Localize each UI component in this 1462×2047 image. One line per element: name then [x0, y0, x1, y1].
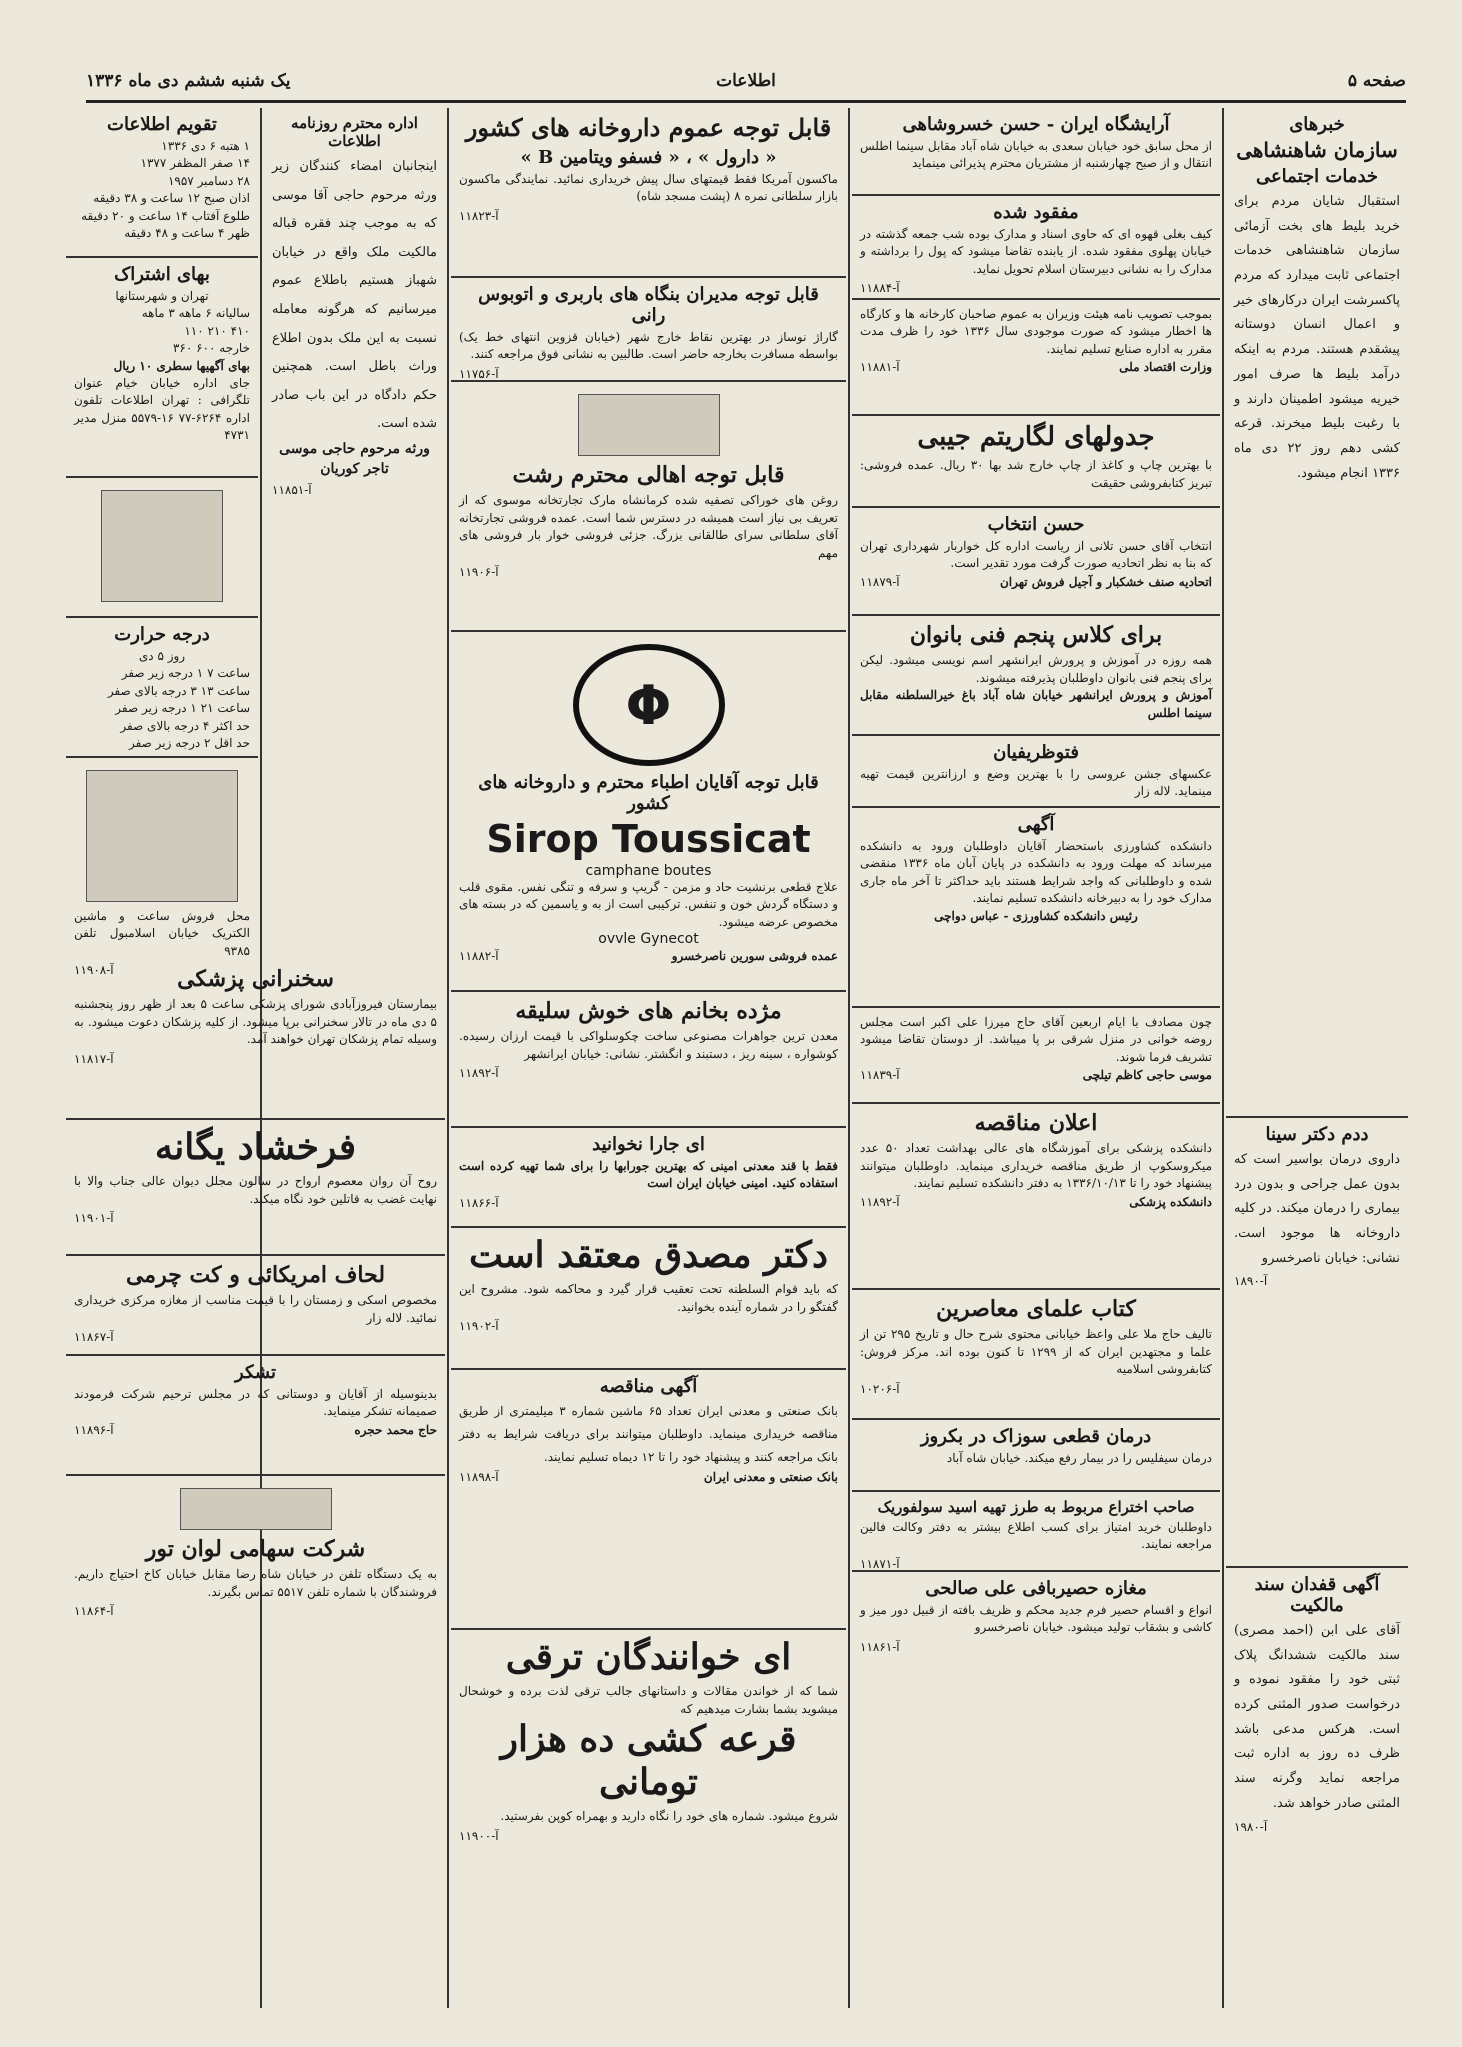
- ad-ref: آ-۱۸۹۰: [1234, 1274, 1268, 1289]
- column-info: [66, 108, 258, 978]
- ad-photo: [852, 736, 1220, 808]
- ad-ref: آ-۱۰۲۰۶: [860, 1381, 900, 1396]
- ad-ref: آ-۱۱۸۸۴: [860, 281, 900, 296]
- ad-title: درمان قطعی سوزاک در بکروز: [920, 1426, 1152, 1447]
- subscription-row: خارجه ۶۰۰ ۳۶۰: [172, 341, 250, 356]
- ad-title: حسن انتخاب: [987, 514, 1085, 535]
- temperature-box: [66, 618, 258, 758]
- ad-ref: آ-۱۱۸۷۱: [860, 1556, 900, 1571]
- temperature-line: ساعت ۷ ۱ درجه زیر صفر: [121, 666, 250, 681]
- ad-title: تشکر: [235, 1362, 276, 1383]
- ad-ref: آ-۱۱۸۹۸: [459, 1470, 499, 1485]
- ad-ref: آ-۱۱۹۰۱: [74, 1210, 114, 1225]
- subscription-box: [66, 258, 258, 478]
- ad-cure: [852, 1420, 1220, 1492]
- temperature-line: ساعت ۲۱ ۱ درجه زیر صفر: [115, 701, 250, 716]
- org-subtitle: خدمات اجتماعی: [1255, 166, 1379, 187]
- ad-socks: [451, 1128, 846, 1228]
- ad-ref: آ-۱۱۹۰۰: [459, 1828, 499, 1843]
- ad-sign: بانک صنعتی و معدنی ایران: [703, 1470, 838, 1485]
- ad-bank-tender: [451, 1370, 846, 1630]
- ad-price: بهای آگهیها سطری ۱۰ ریال: [113, 358, 250, 373]
- calendar-line: طلوع آفتاب ۱۴ ساعت و ۲۰ دقیقه: [81, 208, 250, 223]
- ad-body: بیمارستان فیروزآبادی شورای پزشکی ساعت ۵ بعد از ظهر روز پنجشنبه ۵ دی ماه در تالار سخنرانی برپا میشود. از کلیه پزشکان دعوت میشود. به وسیله تمام پزشکان تهران خواهند آمد.: [74, 997, 437, 1047]
- news-block: [1226, 108, 1408, 1118]
- emblem-box: [66, 478, 258, 618]
- ad-mosaddegh: [451, 1228, 846, 1370]
- calendar-title: تقویم اطلاعات: [107, 114, 217, 135]
- office-address: جای اداره خیابان خیام عنوان تلگرافی : تهران اطلاعات تلفون اداره ۶۲۶۴-۷۷ ۱۶-۵۵۷۹ منزل مدیر ۴۷۳۱: [74, 375, 250, 443]
- oil-brand-image: [578, 394, 720, 456]
- calendar-line: ۱۴ صفر المظفر ۱۳۷۷: [140, 156, 250, 171]
- ad-quilt: [66, 1256, 445, 1356]
- ad-body: همه روزه در آموزش و پرورش ایرانشهر اسم نویسی میشود. لیکن برای پنجم فنی بانوان داوطلبان پذیرفته میشوند.: [860, 653, 1212, 685]
- ad-body: کیف بغلی قهوه ای که حاوی اسناد و مدارک بوده شب جمعه گذشته در خیابان پهلوی مفقود شده. از یابنده تقاضا میشود که پول را برداشته و مدارک را به نشانی دبیرستان اسلام تحویل نماید.: [860, 227, 1212, 276]
- ad-book: [852, 1290, 1220, 1420]
- column-ads-3: [451, 108, 846, 2008]
- ad-barber: [852, 108, 1220, 196]
- ad-ref: آ-۱۱۹۰۸: [74, 963, 114, 978]
- ad-body: دانشکده پزشکی برای آموزشگاه های عالی بهداشت تعداد ۵۰ عدد میکروسکوپ از طریق مناقصه خریداری مینماید. داوطلبان میتوانند پیشنهاد خود را تا ۱۳۳۶/۱۰/۱۳ به دفتر دانشکده تسلیم نمایند.: [860, 1141, 1212, 1191]
- temperature-line: حد اقل ۲ درجه زیر صفر: [128, 735, 250, 750]
- ad-title: قابل توجه اهالی محترم رشت: [512, 462, 785, 488]
- ad-ref: آ-۱۱۸۹۲: [860, 1194, 900, 1209]
- ad-ref: آ-۱۱۹۰۲: [459, 1318, 499, 1333]
- ad-good-choice: [852, 508, 1220, 616]
- ad-agriculture: [852, 808, 1220, 1008]
- ad-ref: آ-۱۱۸۵۱: [272, 482, 312, 497]
- ad-body: از محل سابق خود خیابان سعدی به خیابان شاه آباد مقابل سینما اطلس انتقال و از صبح چهارشنبه از مشتریان محترم پذیرائی مینماید: [860, 139, 1212, 171]
- product-sub: camphane boutes: [585, 863, 712, 879]
- ad-lovantour: [66, 1476, 445, 1676]
- ad-body: تالیف حاج ملا علی واعظ خیابانی محتوی شرح حال و تاریخ ۲۹۵ تن از علما و مجتهدین ایران که از ۱۲۹۹ تا کنون بوده اند. مرکز فروش: کتابفروشی اسلامیه: [860, 1327, 1213, 1377]
- ad-sign: آموزش و پرورش ایرانشهر خیابان شاه آباد باغ خیرالسلطنه مقابل سینما اطلس: [860, 688, 1212, 720]
- page-header: [86, 62, 1406, 103]
- ad-body: بدینوسیله از آقایان و دوستانی که در مجلس ترحیم شرکت فرمودند صمیمانه تشکر مینماید.: [74, 1387, 437, 1419]
- ad-sign: رئیس دانشکده کشاورزی - عباس دواچی: [934, 908, 1138, 923]
- ad-title: ای خوانندگان ترقی: [505, 1636, 792, 1678]
- ad-women-class: [852, 616, 1220, 736]
- ad-title-2: قرعه کشی ده هزار تومانی: [500, 1717, 797, 1804]
- ad-body: علاج قطعی برنشیت حاد و مزمن - گریپ و سرفه و تنگی نفس. مقوی قلب و دستگاه گردش خون و تنفس. ترکیبی است از به و یاسمین که در بسته های مخصوص عرضه میشود.: [459, 880, 838, 929]
- ad-body: آقای علی ابن (احمد مصری) سند مالکیت ششدانگ پلاک ثبتی خود را مفقود نموده و درخواست صدور المثنی کرده است. هرکس مدعی باشد ظرف ده روز به اداره ثبت مراجعه نماید وگرنه سند المثنی صادر خواهد شد.: [1234, 1623, 1400, 1811]
- column-news: [1226, 108, 1408, 2008]
- subscription-row: سالیانه ۶ ماهه ۳ ماهه: [141, 306, 250, 321]
- ad-title: اداره محترم روزنامه اطلاعات: [291, 114, 418, 150]
- org-title: سازمان شاهنشاهی: [1236, 138, 1398, 162]
- ad-mats: [852, 1572, 1220, 1698]
- column-ads-4: [264, 108, 445, 958]
- ad-taraghi: [451, 1630, 846, 1870]
- ad-patent: [852, 1492, 1220, 1572]
- ad-ref: آ-۱۱۸۶۴: [74, 1604, 114, 1619]
- ad-sirop: [451, 632, 846, 992]
- ad-body: فقط با قند معدنی امینی که بهترین جورابها را برای شما تهیه کرده است استفاده کنید. امینی خیابان ایران است: [459, 1159, 838, 1191]
- ad-title: مفقود شده: [993, 202, 1079, 223]
- pharmacy-logo-icon: Φ: [573, 644, 725, 766]
- ad-ref: آ-۱۱۹۰۶: [459, 564, 499, 579]
- section-title: خبرهای: [1289, 114, 1345, 135]
- ad-title: فتوظریفیان: [993, 742, 1079, 763]
- ad-body: انتخاب آقای حسن تلانی از ریاست اداره کل خواربار شهرداری تهران که بنا به نظر اتحادیه صورت گرفت مورد تقدیر است.: [860, 539, 1212, 571]
- ad-title: دکتر مصدق معتقد است: [469, 1234, 828, 1276]
- ad-ref: آ-۱۱۸۸۱: [860, 360, 900, 375]
- ad-body: دانشکده کشاورزی باستحضار آقایان داوطلبان ورود به دانشکده میرساند که مهلت ورود به دانشکده در پایان آبان ماه ۱۳۳۶ منقضی شده و داوطلبانی که واجد شرایط هستند باید حداکثر تا آخر ماه جاری مدارک خود را به دبیرخانه دانشکده تسلیم نمایند.: [860, 839, 1213, 906]
- ad-body: مخصوص اسکی و زمستان را با قیمت مناسب از مغازه مرکزی خریداری نمائید. لاله زار: [74, 1293, 437, 1325]
- ad-title: آگهی قفدان سند مالکیت: [1254, 1574, 1380, 1616]
- ad-body: معدن ترین جواهرات مصنوعی ساخت چکوسلواکی با قیمت ارزان رسیده. کوشواره ، سینه ریز ، دستبند و انگشتر. نشانی: خیابان ایرانشهر: [459, 1029, 838, 1061]
- calendar-box: [66, 108, 258, 258]
- ad-body: شما که از خواندن مقالات و داستانهای جالب ترقی لذت برده و خوشحال میشوید بشما بشارت میدهیم که: [459, 1684, 838, 1716]
- ad-caption: محل فروش ساعت و ماشین الکتریک خیابان اسلامبول تلفن ۹۳۸۵: [74, 909, 250, 958]
- bottom-left-region: [66, 960, 445, 2010]
- ad-title: مژده بخانم های خوش سلیقه: [515, 998, 782, 1024]
- ad-ref: آ-۱۱۸۳۹: [860, 1068, 900, 1083]
- ad-tender: [852, 1104, 1220, 1290]
- ad-body: که باید قوام السلطنه تحت تعقیب قرار گیرد و محاکمه شود. مشروح این گفتگو را در شماره آینده بخوانید.: [459, 1282, 838, 1314]
- column-rule: [1222, 108, 1224, 2008]
- ad-title: قابل توجه عموم داروخانه های کشور: [465, 113, 832, 142]
- ad-title: کتاب علمای معاصرین: [936, 1296, 1136, 1322]
- ad-farkhshad: [66, 1120, 445, 1256]
- ad-mourning: [852, 1008, 1220, 1104]
- ad-body: روغن های خوراکی تصفیه شده کرمانشاه مارک تجارتخانه موسوی که از تعریف بی نیاز است همیشه در دسترس شما است. عمده فروشی تجارتخانه آقای سلطانی سرای طالقانی بزرگ. جزئی فروشی خوار بار فروشی های مهم: [459, 493, 838, 560]
- ad-sign: حاج محمد حجره: [354, 1422, 437, 1437]
- ad-title: شرکت سهامی لوان تور: [145, 1536, 366, 1562]
- ad-body: روح آن روان معصوم ارواح در سالون مجلل دیوان عالی جناب والا با نهایت غضب به قاتلین خود نگاه میکند.: [74, 1174, 437, 1206]
- ad-title: قابل توجه آقایان اطباء محترم و داروخانه های کشور: [478, 772, 819, 814]
- masthead: اطلاعات: [716, 71, 776, 91]
- calendar-lines: [74, 138, 250, 242]
- ad-title: سخنرانی پزشکی: [177, 966, 334, 992]
- ad-title: قابل توجه مدیران بنگاه های باربری و اتوبوس رانی: [478, 284, 819, 326]
- ad-ref: آ-۱۱۸۷۹: [860, 574, 900, 589]
- ad-body: درمان سیفلیس را در بیمار رفع میکند. خیابان شاه آباد: [946, 1451, 1212, 1465]
- subscription-head: تهران و شهرستانها: [115, 289, 209, 303]
- ad-lost: [852, 196, 1220, 300]
- ad-body: اینجانبان امضاء کنندگان زیر ورثه مرحوم حاجی آقا موسی که به موجب چند فقره قباله مالکیت ملک واقع در خیابان شهباز هستیم باطلاع عموم میرسانیم که هرگونه معامله نسبت به این ملک بدون اطلاع وراث باطل است. همچنین حکم دادگاه در این باب صادر شده است.: [272, 159, 437, 432]
- ad-title: ای جارا نخوانید: [592, 1134, 705, 1155]
- ad-body: چون مصادف با ایام اربعین آقای حاج میرزا علی اکبر است مجلس روضه خوانی در منزل شرقی بر پا میباشد. از دوستان تقاضا میشود تشریف فرما شوند.: [860, 1015, 1212, 1064]
- ad-body: بانک صنعتی و معدنی ایران تعداد ۶۵ ماشین شماره ۳ میلیمتری از طریق مناقصه خریداری مینماید. داوطلبان میتوانند برای دریافت شرایط به دفتر بانک مراجعه کنند و پیشنهاد خود را تا ۱۲ دیماه تسلیم نمایند.: [459, 1404, 838, 1464]
- ad-heirs-notice: [264, 108, 445, 958]
- column-ads-2: [852, 108, 1220, 2008]
- ad-logarithm: [852, 416, 1220, 508]
- calendar-line: ۱ هتبه ۶ دی ۱۳۳۶: [161, 139, 250, 153]
- temperature-title: درجه حرارت: [114, 624, 210, 645]
- ad-subtitle: « دارول » ، « فسفو ویتامین B »: [520, 146, 777, 168]
- temperature-lines: [74, 665, 250, 752]
- ad-ref: آ-۱۱۸۲۳: [459, 208, 499, 223]
- ad-sign: عمده فروشی سورین ناصرخسرو: [671, 949, 838, 964]
- ad-title: جدولهای لگاریتم جیبی: [917, 422, 1155, 452]
- ad-title: لحاف امریکائی و کت چرمی: [125, 1262, 386, 1288]
- ad-body-2: شروع میشود. شماره های خود را نگاه دارید و بهمراه کوپن بفرستید.: [500, 1809, 838, 1824]
- calendar-line: ظهر ۴ ساعت و ۴۸ دقیقه: [124, 225, 250, 240]
- calendar-line: اذان صبح ۱۲ ساعت و ۳۸ دقیقه: [93, 191, 250, 206]
- ad-ref: آ-۱۱۷۵۶: [459, 366, 499, 381]
- ad-medical-lecture: [66, 960, 445, 1120]
- ad-title: آگهی: [1017, 814, 1055, 835]
- news-body: استقبال شایان مردم برای خرید بلیط های بخت آزمائی سازمان شاهنشاهی خدمات اجتماعی ثابت میدارد که مردم پاکسرشت ایران درکارهای خیر و اعمال انسان دوستانه پیشقدم هستند. مردم به اینکه درآمد بلیط ها صرف امور خیریه میشود اطمینان دارند و با رغبت بلیط میخرند. قرعه کشی دهم روز ۲۲ دی ماه ۱۳۳۶ انجام میشود.: [1234, 194, 1400, 481]
- ad-doctor-sina: [1226, 1118, 1408, 1568]
- ad-thanks: [66, 1356, 445, 1476]
- ad-ref: آ-۱۱۸۱۷: [74, 1051, 114, 1066]
- ad-body: ماکسون آمریکا فقط قیمتهای سال پیش خریداری نمائید. نمایندگی ماکسون بازار سلطانی نمره ۸ (پشت مسجد شاه): [459, 171, 838, 204]
- ad-sign: اتحادیه صنف خشکبار و آجیل فروش تهران: [999, 574, 1212, 589]
- column-rule: [447, 108, 449, 2008]
- ad-title: آگهی مناقصه: [599, 1376, 698, 1397]
- ad-body: گاراژ نوساز در بهترین نقاط خارج شهر (خیابان قزوین انتهای خط یک) بواسطه مسافرت بخارجه حاضر است. طالبین به نشانی فوق مراجعه کنند.: [459, 330, 838, 362]
- ad-body: داروی درمان بواسیر است که بدون عمل جراحی و بدون درد بیماری را درمان میکند. در کلیه داروخانه ها موجود است. نشانی: خیابان ناصرخسرو: [1234, 1152, 1400, 1266]
- ad-body: انواع و اقسام حصیر فرم جدید محکم و ظریف بافته از قبیل دور میز و کاشی و بشقاب تولید میشود. خیابان ناصرخسرو: [860, 1603, 1212, 1635]
- ad-sign: دانشکده پزشکی: [1129, 1194, 1212, 1209]
- calendar-line: ۲۸ دسامبر ۱۹۵۷: [167, 173, 250, 188]
- ad-razor: [66, 758, 258, 978]
- ad-ref: آ-۱۹۸۰: [1234, 1819, 1268, 1834]
- page-number: صفحه ۵: [1347, 71, 1406, 91]
- temperature-line: حد اکثر ۴ درجه بالای صفر: [120, 718, 250, 733]
- ad-lost-deed: [1226, 1568, 1408, 1998]
- temperature-line: ساعت ۱۳ ۳ درجه بالای صفر: [107, 683, 250, 698]
- ad-ref: آ-۱۱۸۸۲: [459, 949, 499, 964]
- ad-sign: ورثه مرحوم حاجی موسی تاجر کوریان: [279, 440, 430, 478]
- ad-title: برای کلاس پنجم فنی بانوان: [909, 622, 1163, 648]
- subscription-title: بهای اشتراک: [114, 264, 210, 285]
- ad-ref: آ-۱۱۸۶۱: [860, 1639, 900, 1654]
- ad-body: به یک دستگاه تلفن در خیابان شاه رضا مقابل خیابان کاخ احتیاج داریم. فروشندگان با شماره تلفن ۵۵۱۷ تماس بگیرند.: [74, 1567, 437, 1599]
- ad-ministry: [852, 300, 1220, 416]
- subscription-row: ۴۱۰ ۲۱۰ ۱۱۰: [184, 323, 250, 338]
- emblem-image: [101, 490, 223, 602]
- ad-ref: آ-۱۱۸۶۷: [74, 1330, 114, 1345]
- ad-rasht-oil: [451, 382, 846, 632]
- ad-ref: آ-۱۱۸۹۲: [459, 1066, 499, 1081]
- ad-body: عکسهای جشن عروسی را با بهترین وضع و ارزانترین قیمت تهیه مینماید. لاله زار: [860, 767, 1212, 799]
- ad-title: مغازه حصیربافی علی صالحی: [925, 1578, 1147, 1599]
- ad-title: صاحب اختراع مربوط به طرز تهیه اسید سولفوریک: [877, 1498, 1195, 1516]
- ad-ref: آ-۱۱۸۹۶: [74, 1422, 114, 1437]
- temperature-sub: روز ۵ دی: [138, 649, 186, 663]
- ad-sign: وزارت اقتصاد ملی: [1119, 360, 1212, 375]
- ad-title: آرایشگاه ایران - حسن خسروشاهی: [902, 114, 1170, 135]
- product-name: Sirop Toussicat: [486, 817, 811, 861]
- ad-title: فرخشاد یگانه: [154, 1126, 357, 1168]
- ad-title: اعلان مناقصه: [974, 1110, 1098, 1136]
- product-sub: ovvle Gynecot: [598, 931, 699, 948]
- ad-garage: [451, 278, 846, 382]
- issue-date: یک شنبه ششم دی ماه ۱۳۳۶: [86, 71, 291, 91]
- ad-title: ددم دکتر سینا: [1265, 1124, 1369, 1145]
- wings-logo-icon: [180, 1488, 332, 1530]
- ad-ref: آ-۱۱۸۶۶: [459, 1195, 499, 1210]
- ad-body: با بهترین چاپ و کاغذ از چاپ خارج شد بها ۳۰ ریال. عمده فروشی: تبریز کتابفروشی حقیقت: [860, 458, 1212, 490]
- ad-pharmacies: [451, 108, 846, 278]
- ad-jewelry: [451, 992, 846, 1128]
- razor-ad-image: [86, 770, 238, 902]
- ad-body: بموجب تصویب نامه هیئت وزیران به عموم صاحبان کارخانه ها و کارگاه ها اخطار میشود که صورت موجودی سال ۱۳۳۶ خود را ظرف مدت مقرر به اداره صنایع تسلیم نمایند.: [860, 307, 1212, 356]
- ad-sign: موسی حاجی کاظم تیلچی: [1082, 1068, 1212, 1083]
- column-rule: [848, 108, 850, 2008]
- ad-body: داوطلبان خرید امتیاز برای کسب اطلاع بیشتر به دفتر وکالت فالین مراجعه نمایند.: [860, 1520, 1212, 1552]
